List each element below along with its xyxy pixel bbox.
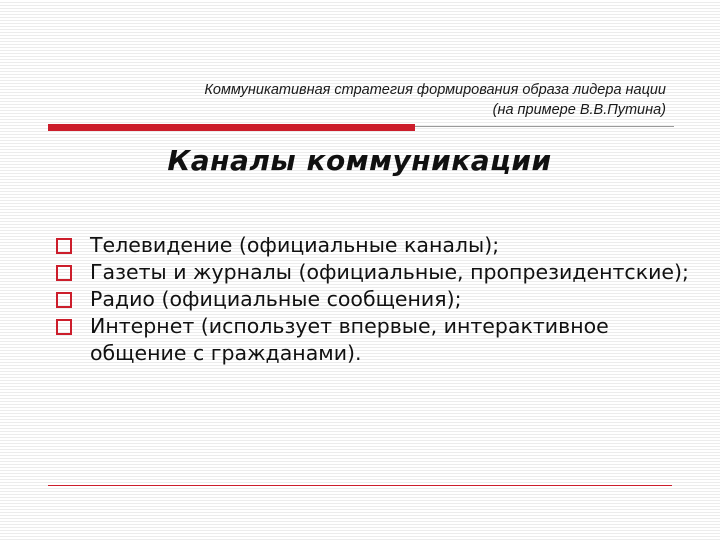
footer-divider <box>48 485 672 486</box>
slide-title-text: Каналы коммуникации <box>167 144 552 177</box>
hollow-square-bullet-icon <box>56 265 72 281</box>
header-divider-accent <box>48 124 415 131</box>
bullet-list <box>56 232 696 367</box>
list-item <box>56 286 696 313</box>
header-line-1: Коммуникативная стратегия формирования образа лидера нации <box>204 82 666 98</box>
slide-title <box>0 144 720 177</box>
hollow-square-bullet-icon <box>56 238 72 254</box>
header-line-2: (на примере В.В.Путина) <box>492 102 666 118</box>
hollow-square-bullet-icon <box>56 292 72 308</box>
list-item <box>56 232 696 259</box>
list-item-text: Интернет (использует впервые, интерактивное общение с гражданами). <box>90 314 609 365</box>
list-item-text: Радио (официальные сообщения); <box>90 287 462 311</box>
slide-header <box>204 80 666 120</box>
list-item <box>56 313 696 367</box>
hollow-square-bullet-icon <box>56 319 72 335</box>
list-item <box>56 259 696 286</box>
list-item-text: Телевидение (официальные каналы); <box>90 233 500 257</box>
list-item-text: Газеты и журналы (официальные, пропрезидентские); <box>90 260 689 284</box>
